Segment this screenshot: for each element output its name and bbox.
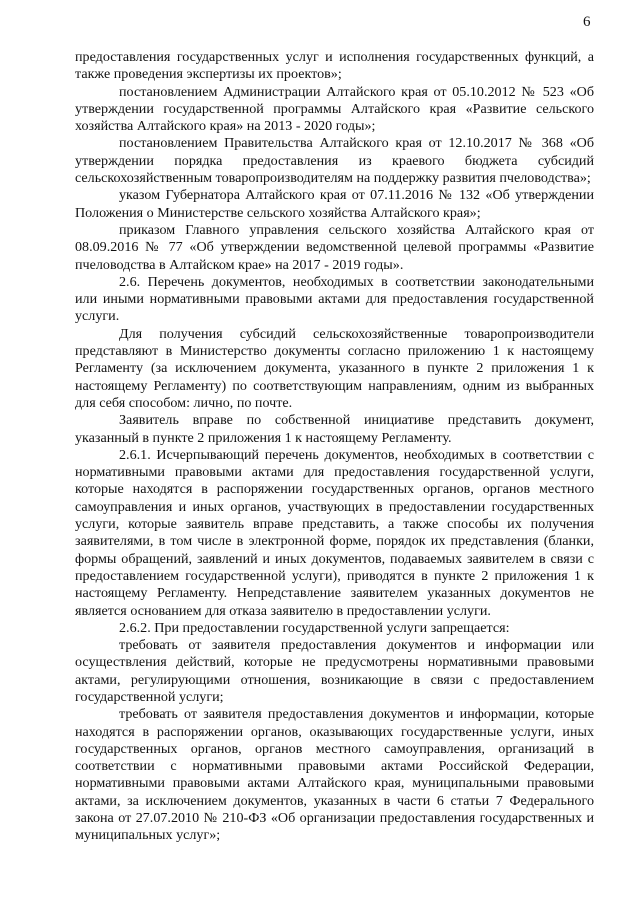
- paragraph: [75, 49, 594, 84]
- text-line: (бланки, формы обращений, заявлений и иных документов, подаваемых: [75, 533, 594, 567]
- text-line: Положения о Министерстве сельского хозяйства Алтайского края»;: [75, 204, 481, 221]
- paragraph: [75, 637, 594, 706]
- paragraph: [75, 326, 594, 412]
- text-line: представляют в Министерство документы согласно приложению 1 к настоящему: [75, 343, 594, 360]
- text-line: предоставления государственных услуг и исполнения государственных функций, а: [75, 49, 594, 65]
- paragraph: [75, 222, 594, 274]
- text-line: 2.6.1. Исчерпывающий перечень документов, необходимых в соответствии с: [119, 446, 594, 463]
- text-line: государственной услуги.: [75, 291, 594, 325]
- document-body: [75, 49, 594, 845]
- text-line: Заявитель вправе по собственной инициативе представить документ,: [119, 412, 594, 429]
- text-line: от 08.09.2016 № 77 «Об утверждении ведомственной целевой программы: [75, 221, 594, 256]
- text-line: предоставлении услуги.: [346, 602, 491, 619]
- text-line: «Развитие пчеловодства в Алтайском крае» на 2017 - 2019 годы».: [75, 239, 594, 273]
- paragraph: [75, 84, 594, 136]
- text-line: заявителем в связи с предоставлением государственной услуги), приводятся в: [75, 550, 595, 584]
- text-line: заявителями, в том числе в электронной форме, порядок их представления: [75, 533, 539, 550]
- text-line: Для получения субсидий сельскохозяйственные товаропроизводители: [119, 325, 594, 342]
- text-line: «Об утверждении государственной программы Алтайского края «Развитие: [75, 83, 594, 117]
- text-line: указанный в пункте 2 приложения 1 к настоящему Регламенту.: [75, 429, 452, 446]
- paragraph: [75, 135, 594, 187]
- text-line: которые находятся в распоряжении государственных органов, органов местного: [75, 481, 594, 498]
- text-line: постановлением Администрации Алтайского края от 05.10.2012 № 523: [119, 83, 564, 100]
- text-line: указом Губернатора Алтайского края от 07.11.2016 № 132 «Об утверждении: [119, 187, 594, 204]
- text-line: 2.6. Перечень документов, необходимых в соответствии законодательными: [119, 273, 594, 290]
- paragraph: [75, 620, 594, 637]
- text-line: 2.6.2. При предоставлении государственной услуги запрещается:: [119, 619, 510, 636]
- text-line: «Об утверждении порядка предоставления из краевого бюджета субсидий: [75, 135, 594, 169]
- paragraph: [75, 706, 594, 844]
- text-line: и муниципальных услуг»;: [75, 810, 594, 844]
- text-line: выбранных для себя способом: лично, по почте.: [75, 377, 594, 411]
- paragraph: [75, 412, 594, 447]
- text-line: сельского хозяйства Алтайского края» на 2013 - 2020 годы»;: [75, 100, 594, 135]
- text-line: указанных документов не является основанием для отказа заявителю в: [75, 585, 594, 619]
- text-line: соответствии с нормативными правовыми актами Российской Федерации,: [75, 758, 594, 775]
- text-line: актами, за исключением документов, указанных в части 6 статьи 7 Федерального: [75, 792, 594, 809]
- text-line: приказом Главного управления сельского хозяйства Алтайского края: [119, 221, 571, 238]
- text-line: постановлением Правительства Алтайского края от 12.10.2017 № 368: [119, 135, 563, 152]
- text-line: нормативными правовыми актами для предоставления государственной услуги,: [75, 464, 594, 481]
- text-line: Регламенту (за исключением документа, указанного в пункте 2 приложения 1 к: [75, 360, 594, 377]
- text-line: настоящему Регламенту) по соответствующим направлениям, одним из: [75, 377, 520, 394]
- text-line: осуществления действий, которые не предусмотрены нормативными правовыми: [75, 654, 594, 671]
- text-line: требовать от заявителя предоставления документов и информации или: [119, 637, 594, 654]
- text-line: государственной услуги;: [75, 688, 224, 705]
- text-line: также проведения экспертизы их проектов»;: [75, 66, 342, 83]
- text-line: находятся в распоряжении органов, оказывающих государственные услуги, иных: [75, 723, 594, 740]
- text-line: пункте 2 приложения 1 к настоящему Регламенту. Непредставление заявителем: [75, 567, 594, 602]
- paragraph: [75, 274, 594, 326]
- text-line: требовать от заявителя предоставления документов и информации, которые: [119, 706, 594, 723]
- text-line: государственных органов, органов местного самоуправления, организаций в: [75, 740, 594, 757]
- paragraph: [75, 187, 594, 222]
- text-line: актами, регулирующими отношения, возникающие в связи с предоставлением: [75, 671, 594, 688]
- text-line: пчеловодства»;: [499, 170, 591, 187]
- paragraph: [75, 447, 594, 620]
- text-line: или иными нормативными правовыми актами для предоставления: [75, 291, 488, 308]
- text-line: нормативными правовыми актами Алтайского края, муниципальными правовыми: [75, 775, 594, 792]
- page-number: 6: [583, 14, 591, 30]
- text-line: закона от 27.07.2010 № 210-ФЗ «Об организации предоставления государственных: [75, 810, 582, 827]
- text-line: услуги, которые заявитель вправе представить, а также способы их получения: [75, 516, 594, 533]
- text-line: сельскохозяйственным товаропроизводителям на поддержку развития: [75, 170, 496, 187]
- text-line: самоуправления и иных органов, участвующих в предоставлении государственных: [75, 498, 594, 515]
